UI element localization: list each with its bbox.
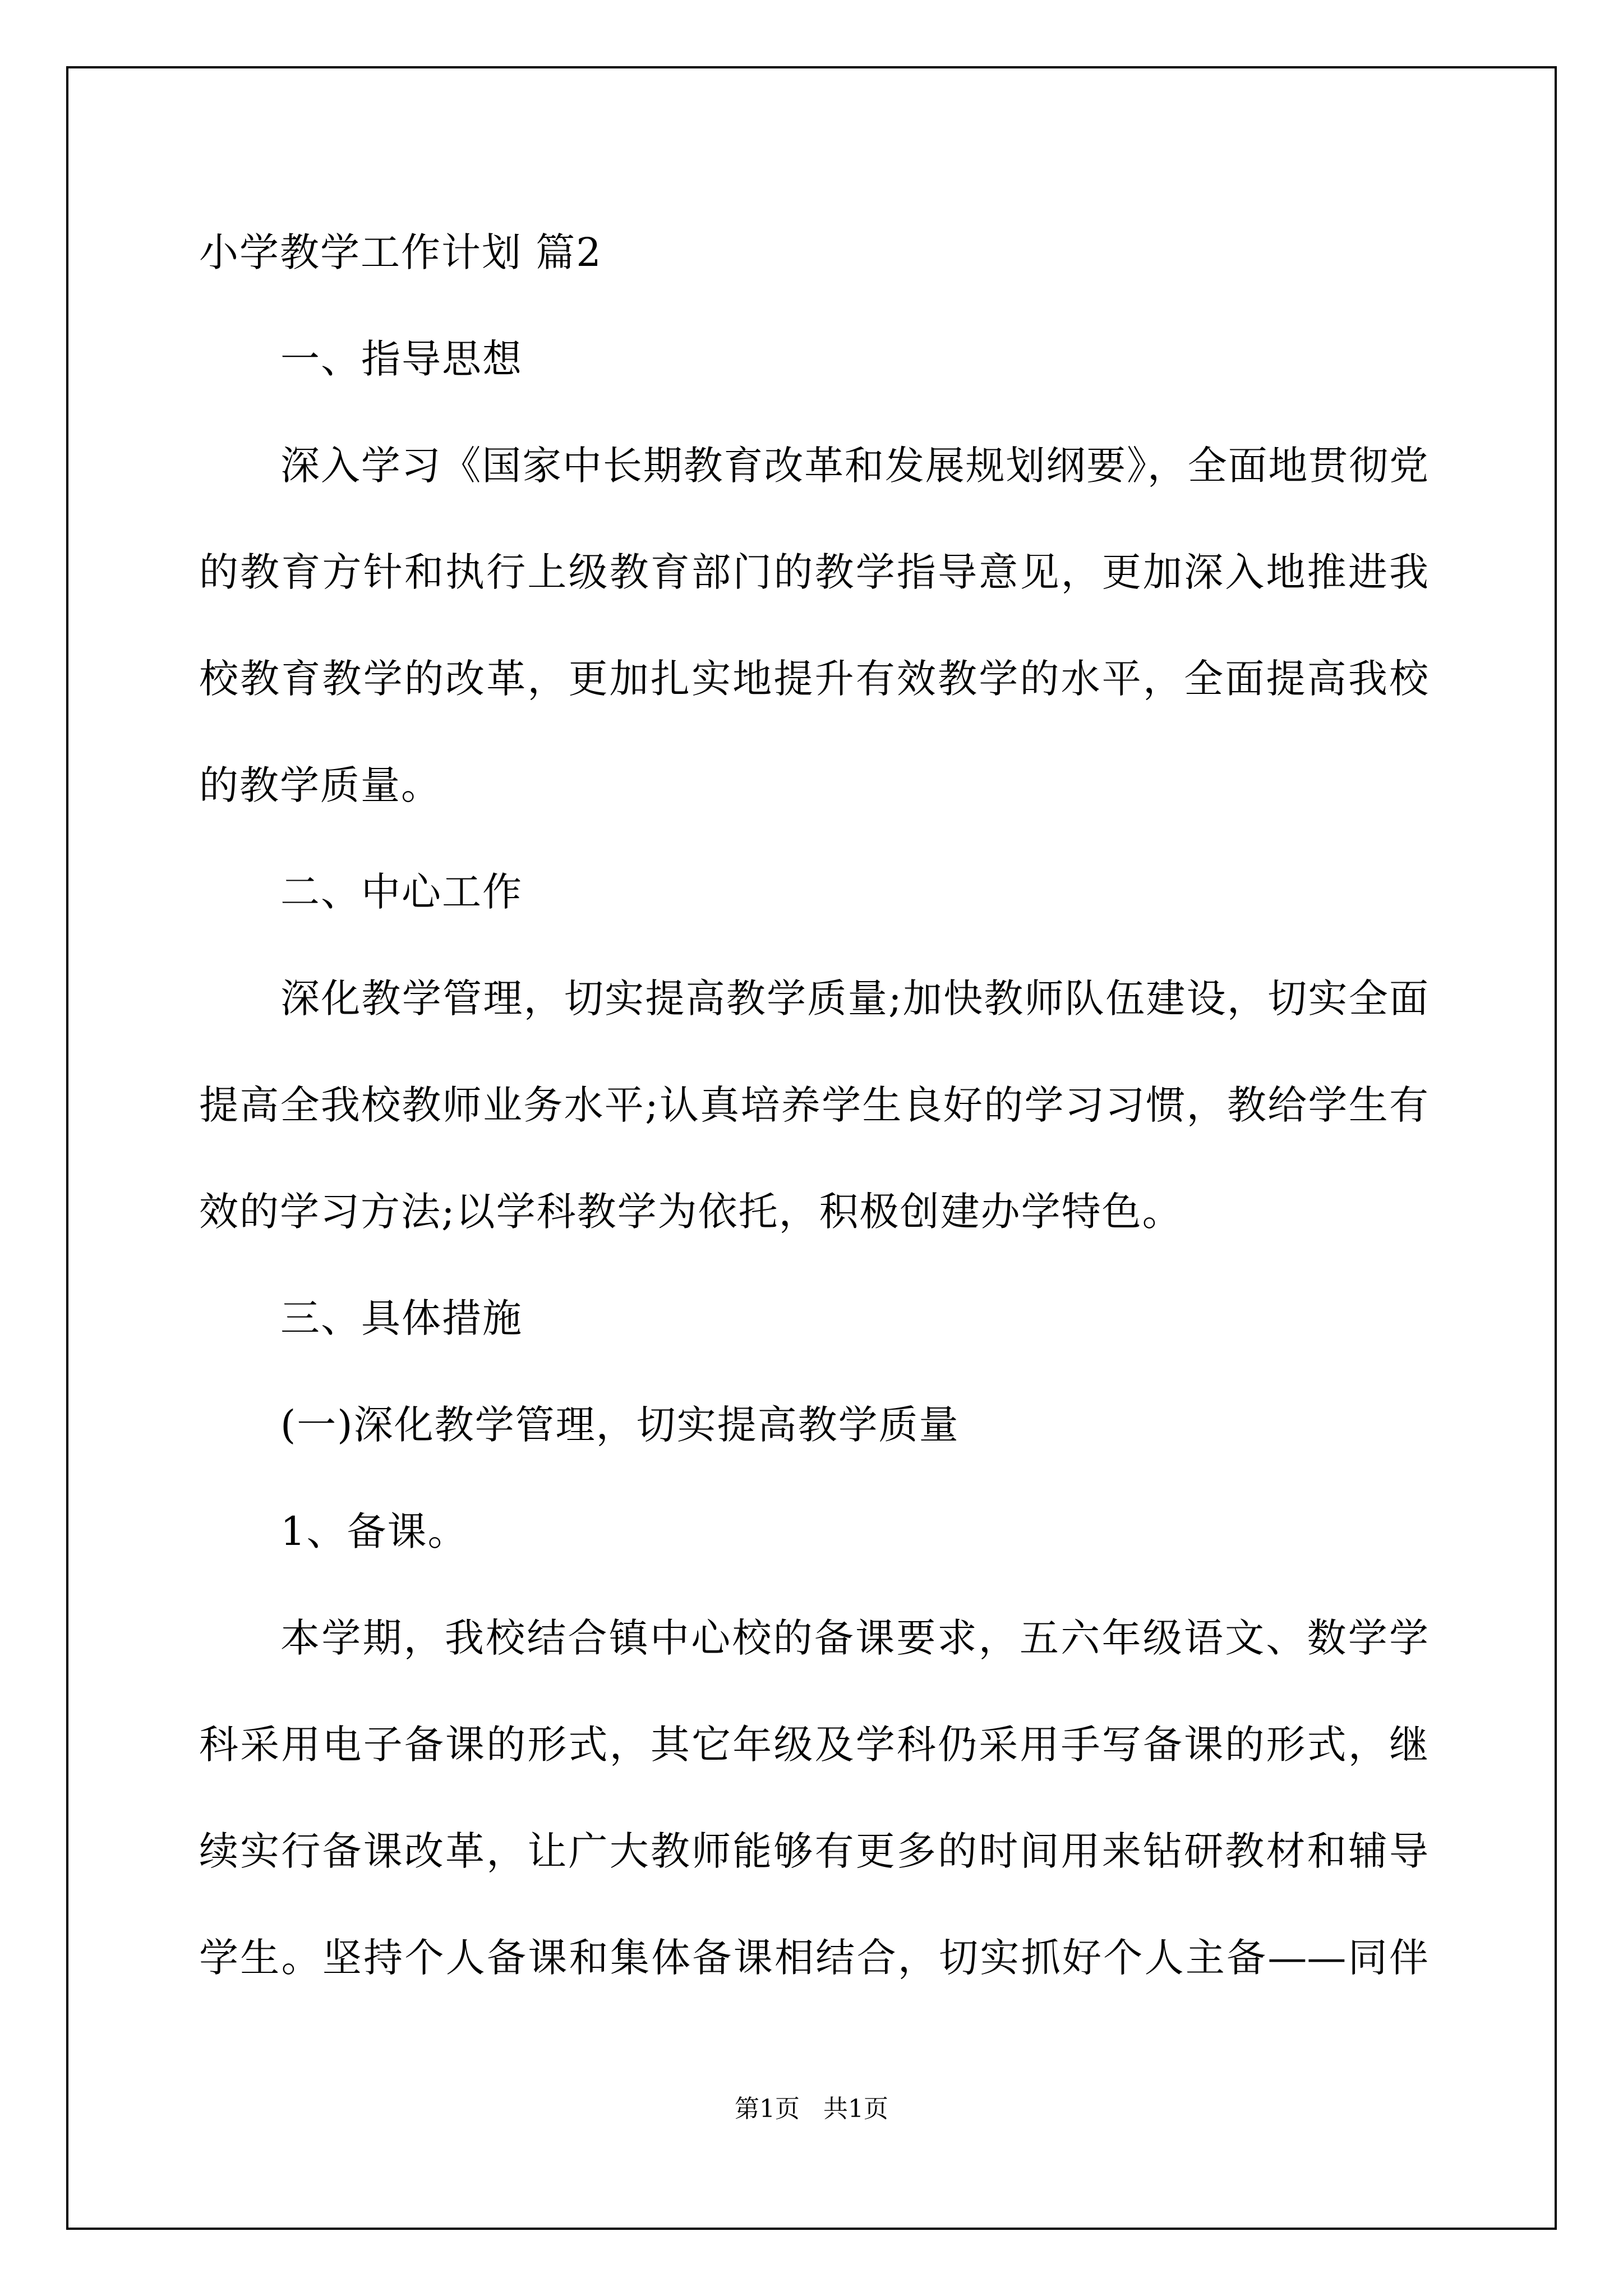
paragraph-line: 续实行备课改革，让广大教师能够有更多的时间用来钻研教材和辅导 — [199, 1828, 1428, 1874]
paragraph-line: 的教育方针和执行上级教育部门的教学指导意见，更加深入地推进我 — [199, 549, 1428, 595]
paragraph-line: 深化教学管理，切实提高教学质量;加快教师队伍建设，切实全面 — [280, 976, 1428, 1022]
paragraph-line: 本学期，我校结合镇中心校的备课要求，五六年级语文、数学学 — [280, 1615, 1428, 1661]
section-heading-central-work: 二、中心工作 — [280, 869, 523, 915]
page-border — [66, 66, 1557, 2230]
paragraph-line: 的教学质量。 — [199, 762, 441, 808]
paragraph-line: 效的学习方法;以学科教学为依托，积极创建办学特色。 — [199, 1189, 1183, 1235]
paragraph-line: 深入学习《国家中长期教育改革和发展规划纲要》，全面地贯彻党 — [280, 443, 1428, 489]
subsection-heading: (一)深化教学管理，切实提高教学质量 — [280, 1402, 960, 1448]
document-title: 小学教学工作计划 篇2 — [199, 229, 602, 275]
page-number-footer: 第1页 共1页 — [735, 2095, 888, 2123]
section-heading-guiding-ideology: 一、指导思想 — [280, 336, 523, 382]
item-heading-lesson-prep: 1、备课。 — [280, 1508, 468, 1554]
paragraph-line: 科采用电子备课的形式，其它年级及学科仍采用手写备课的形式，继 — [199, 1722, 1428, 1768]
paragraph-line: 提高全我校教师业务水平;认真培养学生良好的学习习惯，教给学生有 — [199, 1082, 1428, 1128]
section-heading-specific-measures: 三、具体措施 — [280, 1295, 523, 1341]
paragraph-line: 学生。坚持个人备课和集体备课相结合，切实抓好个人主备——同伴 — [199, 1935, 1428, 1981]
paragraph-line: 校教育教学的改革，更加扎实地提升有效教学的水平，全面提高我校 — [199, 656, 1428, 702]
